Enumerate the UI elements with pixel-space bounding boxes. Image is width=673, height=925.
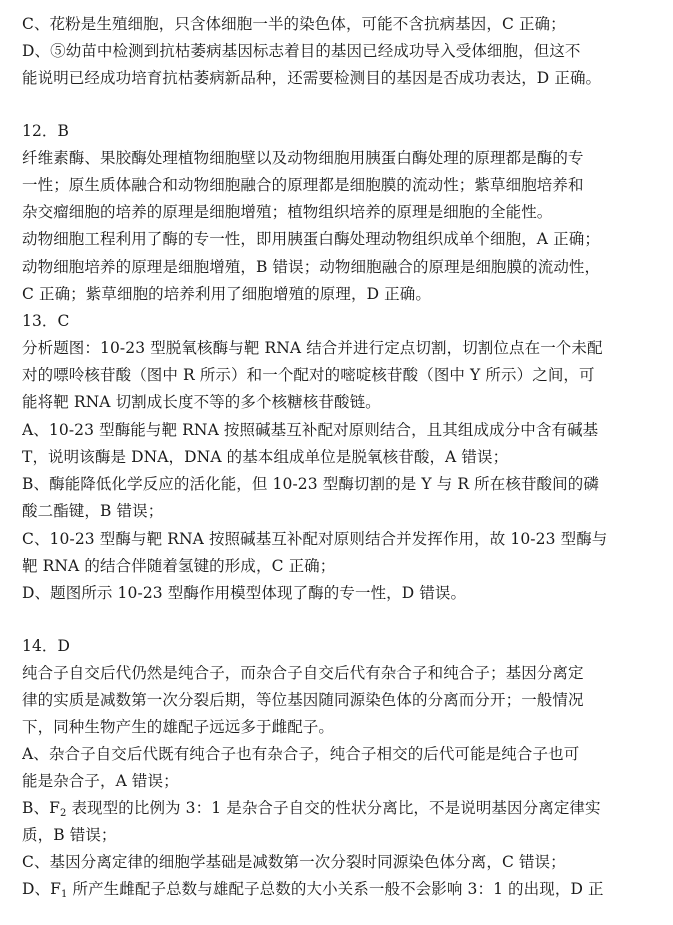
text-line: A、杂合子自交后代既有纯合子也有杂合子，纯合子相交的后代可能是纯合子也可 <box>22 745 580 763</box>
text-segment: B、F <box>22 799 60 817</box>
text-line: D、题图所示 10-23 型酶作用模型体现了酶的专一性，D 错误。 <box>22 584 467 602</box>
text-line: C、10-23 型酶与靶 RNA 按照碱基互补配对原则结合并发挥作用，故 10-23 型酶与 <box>22 530 608 548</box>
text-line: A、10-23 型酶能与靶 RNA 按照碱基互补配对原则结合，且其组成成分中含有碱基 <box>22 421 599 439</box>
text-line: 动物细胞工程利用了酶的专一性，即用胰蛋白酶处理动物组织成单个细胞，A 正确； <box>22 230 600 248</box>
answer-heading-13: 13．C <box>22 312 70 330</box>
text-line: 分析题图：10-23 型脱氧核酶与靶 RNA 结合并进行定点切割，切割位点在一个未配 <box>22 339 603 357</box>
text-line: B、酶能降低化学反应的活化能，但 10-23 型酶切割的是 Y 与 R 所在核苷酸间的磷 <box>22 475 599 493</box>
text-line: 一性；原生质体融合和动物细胞融合的原理都是细胞膜的流动性；紫草细胞培养和 <box>22 176 584 194</box>
subscript: 2 <box>59 808 67 819</box>
text-line: T，说明该酶是 DNA，DNA 的基本组成单位是脱氧核苷酸，A 错误； <box>22 448 509 466</box>
text-line: 纤维素酶、果胶酶处理植物细胞壁以及动物细胞用胰蛋白酶处理的原理都是酶的专 <box>22 149 584 167</box>
text-line: 对的嘌呤核苷酸（图中 R 所示）和一个配对的嘧啶核苷酸（图中 Y 所示）之间，可 <box>22 366 595 384</box>
text-line: 纯合子自交后代仍然是纯合子，而杂合子自交后代有杂合子和纯合子；基因分离定 <box>22 664 584 682</box>
text-line: 靶 RNA 的结合伴随着氢键的形成，C 正确； <box>22 557 336 575</box>
text-line: 能是杂合子，A 错误； <box>22 772 179 790</box>
text-line-with-subscript <box>22 876 654 902</box>
text-segment: 表现型的比例为 3：1 是杂合子自交的性状分离比，不是说明基因分离定律实 <box>66 799 601 817</box>
text-line: C、基因分离定律的细胞学基础是减数第一次分裂时同源染色体分离，C 错误； <box>22 853 566 871</box>
answer-heading-14: 14．D <box>22 637 71 655</box>
text-line: 下，同种生物产生的雄配子远远多于雌配子。 <box>22 718 335 736</box>
text-line: 杂交瘤细胞的培养的原理是细胞增殖；植物组织培养的原理是细胞的全能性。 <box>22 203 553 221</box>
text-line: 能将靶 RNA 切割成长度不等的多个核糖核苷酸链。 <box>22 393 381 411</box>
text-line-with-subscript <box>22 795 654 821</box>
text-line: 动物细胞培养的原理是细胞增殖，B 错误；动物细胞融合的原理是细胞膜的流动性， <box>22 258 601 276</box>
subscript: 1 <box>60 889 68 900</box>
text-segment: 所产生雌配子总数与雄配子总数的大小关系一般不会影响 3：1 的出现，D 正 <box>67 880 604 898</box>
text-line: 酸二酯键，B 错误； <box>22 502 164 520</box>
answer-heading-12: 12．B <box>22 122 70 140</box>
text-line: C 正确；紫草细胞的培养利用了细胞增殖的原理，D 正确。 <box>22 285 431 303</box>
text-line: 质，B 错误； <box>22 826 117 844</box>
text-segment: D、F <box>22 880 61 898</box>
text-line: D、⑤幼苗中检测到抗枯萎病基因标志着目的基因已经成功导入受体细胞，但这不 <box>22 42 581 60</box>
text-line: 律的实质是减数第一次分裂后期，等位基因随同源染色体的分离而分开；一般情况 <box>22 691 584 709</box>
text-line: 能说明已经成功培育抗枯萎病新品种，还需要检测目的基因是否成功表达，D 正确。 <box>22 69 602 87</box>
text-line: C、花粉是生殖细胞，只含体细胞一半的染色体，可能不含抗病基因，C 正确； <box>22 15 566 33</box>
